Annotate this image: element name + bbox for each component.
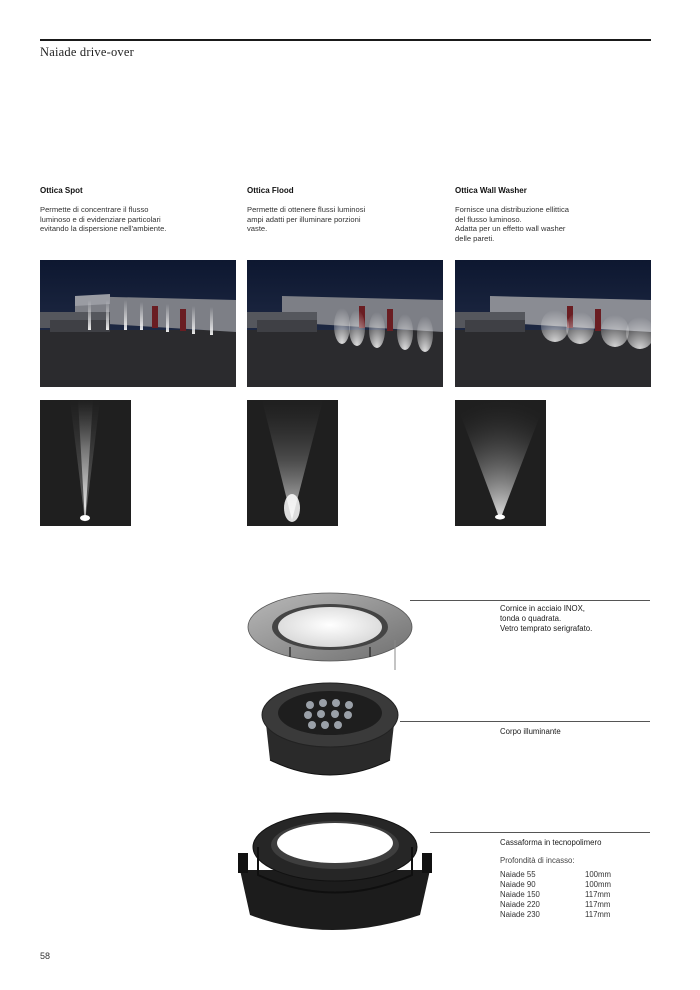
depth-row [500,880,611,890]
callout-line-housing [430,832,650,833]
page-title: Naiade drive-over [40,45,134,59]
depth-value: 100mm [585,870,611,879]
beam-image-flood [247,400,338,526]
model-name: Naiade 220 [500,900,540,909]
depth-value: 117mm [585,890,611,899]
callout-line-frame [410,600,650,601]
optic-title: Ottica Spot [40,186,83,195]
page-number: 58 [40,951,51,961]
beam-image-spot [40,400,131,526]
depth-row [500,890,611,900]
optic-column-wall-washer [455,186,651,243]
depth-value: 117mm [585,910,611,919]
depth-table [500,870,611,920]
scene-image-spot [40,260,236,387]
frame-drawing [248,593,412,670]
scene-image-wall-washer [455,260,651,387]
model-name: Naiade 150 [500,890,540,899]
optic-description: Permette di concentrare il flusso luminoso e di evidenziare particolari evitando la dispersione nell'ambiente. [40,205,167,234]
top-rule [40,39,651,41]
callout-frame: Cornice in acciaio INOX, tonda o quadrata. Vetro temprato serigrafato. [500,604,593,633]
beam-image-wall-washer [455,400,546,526]
model-name: Naiade 90 [500,880,536,889]
callout-housing [500,838,611,920]
optic-title: Ottica Wall Washer [455,186,527,195]
housing-drawing [238,813,432,930]
depth-value: 117mm [585,900,611,909]
optic-column-flood [247,186,443,234]
optic-title: Ottica Flood [247,186,294,195]
model-name: Naiade 230 [500,910,540,919]
depth-row [500,910,611,920]
scene-image-flood [247,260,443,387]
depth-value: 100mm [585,880,611,889]
depth-row [500,900,611,910]
callout-line-body [400,721,650,722]
optic-description: Fornisce una distribuzione ellittica del flusso luminoso. Adatta per un effetto wall washer delle pareti. [455,205,569,243]
optic-description: Permette di ottenere flussi luminosi ampi adatti per illuminare porzioni vaste. [247,205,366,234]
depth-label: Profondità di incasso: [500,856,575,865]
callout-body: Corpo illuminante [500,727,561,736]
exploded-product-view [230,585,450,930]
housing-title: Cassaforma in tecnopolimero [500,838,602,847]
optic-column-spot [40,186,236,234]
body-drawing [262,683,398,775]
model-name: Naiade 55 [500,870,536,879]
depth-row [500,870,611,880]
